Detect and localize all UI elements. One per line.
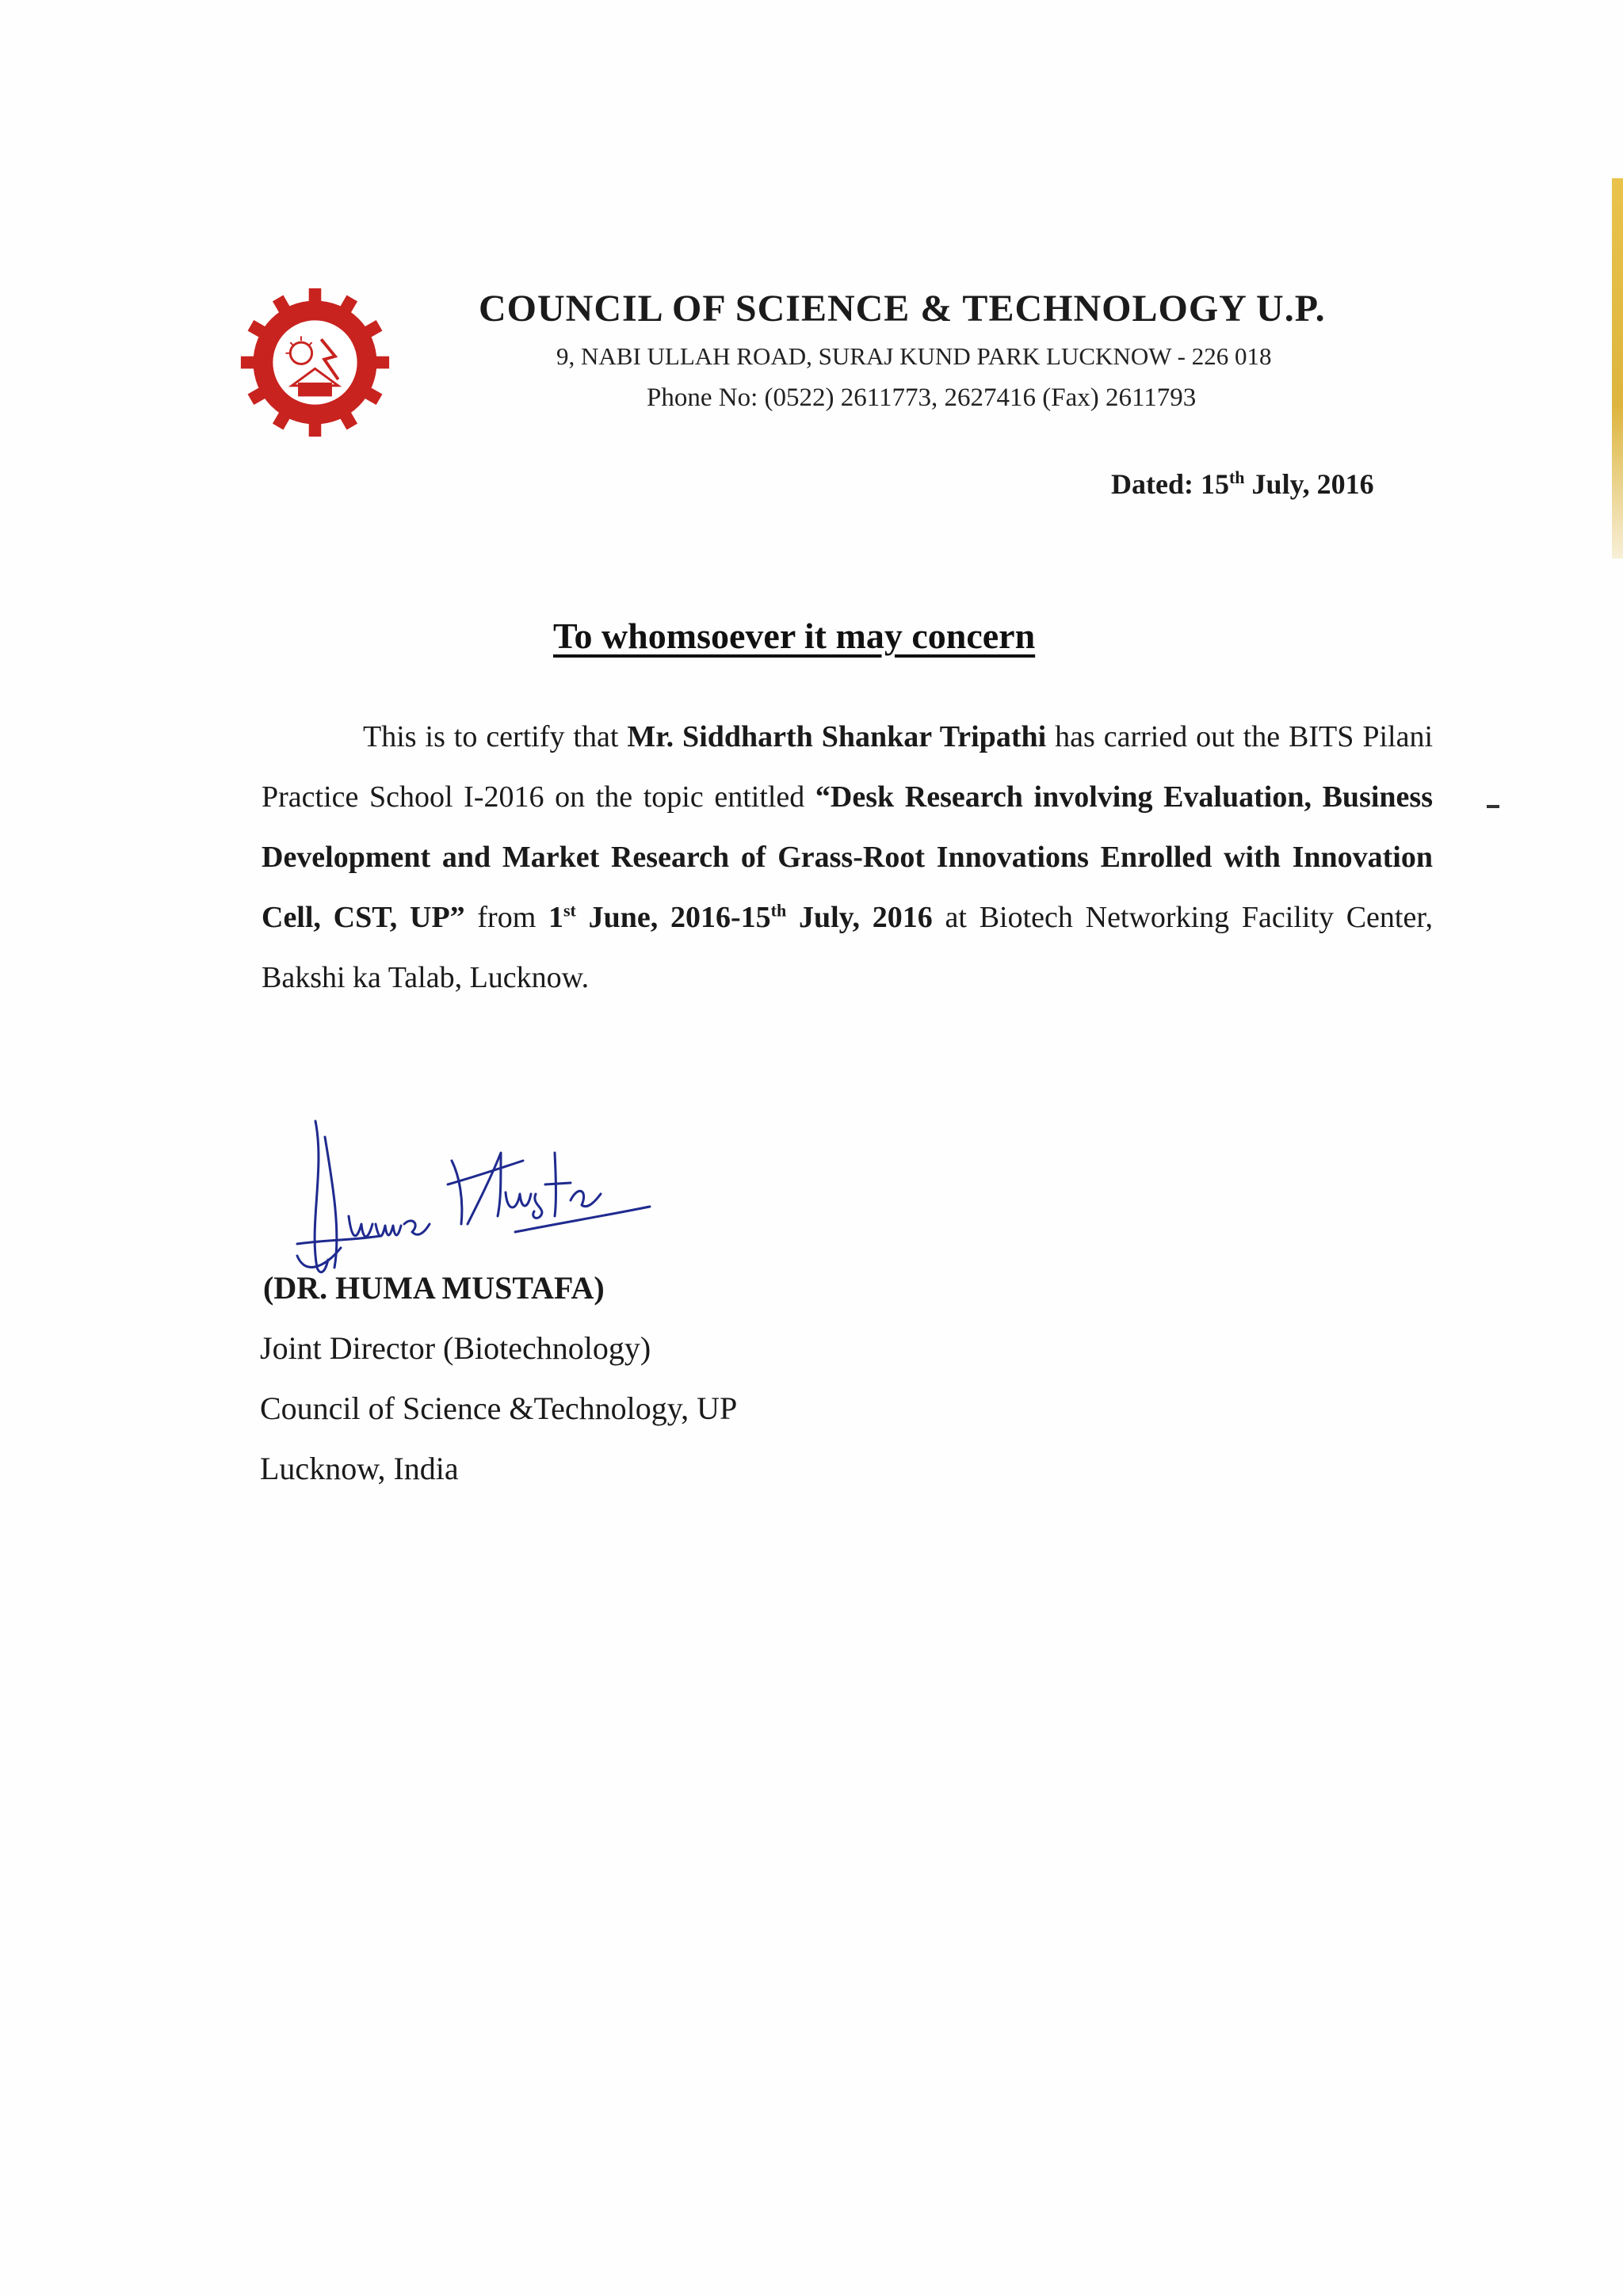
gear-seal-logo-icon [238,285,392,440]
letter-date [1111,467,1374,501]
org-phone: Phone No: (0522) 2611773, 2627416 (Fax) 2611793 [647,383,1197,412]
certificate-body: This is to certify that Mr. Siddharth Shankar Tripathi has carried out the BITS Pilani Practice School I-2016 on the topic entitled “Desk Research involving Evaluation, Business Development and Market Research of Grass-Root Innovations Enrolled with Innovation Cell, CST, UP” from 1st June, 2016-15th July, 2016 at Biotech Networking Facility Center, Bakshi ka Talab, Lucknow. [262,720,1433,994]
project-title: “Desk Research involving Evaluation, Business Development and Market Research of Grass-Root Innovations Enrolled with Innovation Cell, CST, UP” [262,780,1433,934]
margin-mark [1487,805,1499,808]
date-suffix: th [1228,467,1245,487]
handwritten-signature [293,1105,666,1280]
date-label: Dated: 15 [1111,468,1229,500]
subject-heading: To whomsoever it may concern [553,616,1036,656]
signatory-designation: Joint Director (Biotechnology) [260,1330,651,1366]
signatory-organisation: Council of Science &Technology, UP [260,1390,738,1426]
date-rest: July, 2016 [1244,468,1374,500]
org-address: 9, NABI ULLAH ROAD, SURAJ KUND PARK LUCKNOW - 226 018 [556,342,1272,370]
candidate-name: Mr. Siddharth Shankar Tripathi [627,720,1047,753]
signatory-location: Lucknow, India [260,1451,459,1486]
paper-edge-strip [1612,178,1623,559]
org-name: COUNCIL OF SCIENCE & TECHNOLOGY U.P. [479,288,1326,330]
signatory-name: (DR. HUMA MUSTAFA) [263,1270,605,1306]
